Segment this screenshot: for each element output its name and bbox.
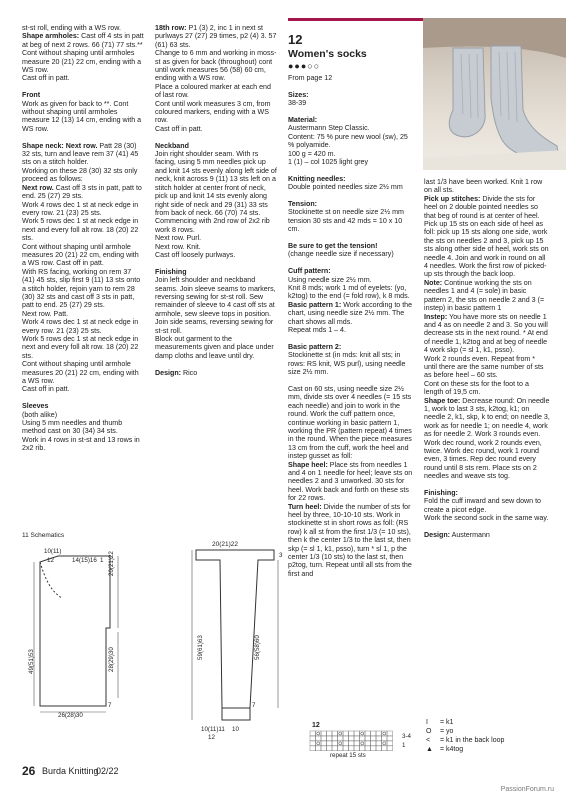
paragraph-heading: Instep: — [424, 312, 448, 321]
paragraph-text: Content: 75 % pure new wool (sw), 25 % polyamide. — [288, 132, 408, 150]
paragraph — [155, 24, 278, 49]
chart-cell — [310, 746, 316, 751]
paragraph-text: Cont on these sts for the foot to a length of 19,5 cm. — [424, 379, 529, 397]
difficulty-rating: ●●●○○ — [288, 61, 321, 71]
paragraph — [288, 250, 414, 258]
chart-cell — [310, 731, 316, 736]
chart-cell — [332, 741, 338, 746]
chart-cell — [332, 736, 338, 741]
chart-yo-symbol — [317, 742, 320, 745]
body-total-label: 49(51)53 — [28, 649, 35, 674]
sleeve-top-mark: 3 — [279, 552, 283, 559]
paragraph-gap — [288, 335, 414, 343]
paragraph — [22, 32, 144, 49]
paragraph-text: Knit 8 mds; work 1 md of eyelets: (yo, k2tog) to the end (= fold row), k 8 mds. — [288, 284, 410, 301]
paragraph-text: 100 g = 420 m. — [288, 149, 336, 158]
chart-cell — [371, 746, 377, 751]
paragraph-text: With RS facing, working on rem 37 (41) 45 sts, slip first 9 (11) 13 sts onto a stitch holder, rejoin yarn to rem 28 (30) 32 sts and cast off 3 sts in patt, patt to end. 25 (27) 29 sts. — [22, 267, 141, 310]
paragraph-heading: Basic pattern 2: — [288, 342, 342, 351]
body-armhole-label: 20(21)22 — [108, 551, 115, 576]
paragraph-heading: Material: — [288, 116, 318, 124]
paragraph-heading: Front — [22, 91, 41, 100]
paragraph-gap — [22, 133, 144, 141]
paragraph — [288, 276, 414, 284]
paragraph — [22, 91, 144, 99]
paragraph — [288, 301, 414, 326]
paragraph-text: From page 12 — [288, 74, 333, 82]
paragraph-heading: Shape armholes: — [22, 32, 80, 41]
chart-cell — [343, 736, 349, 741]
paragraph — [288, 150, 414, 158]
paragraph-heading: Note: — [424, 278, 443, 287]
chart-row-labels: 3-4 — [402, 733, 411, 740]
paragraph-text: Block out garment to the measurements given and place under damp cloths and leave until dry. — [155, 335, 274, 360]
paragraph — [155, 83, 278, 100]
chart-cell — [371, 736, 377, 741]
chart-cell — [349, 741, 355, 746]
chart-cell — [382, 746, 388, 751]
body-schematic — [22, 542, 142, 717]
paragraph-text: Divide the sts for heel on 2 double pointed needles so that beg of round is at center of heel. Pick up 15 sts on each side of heel as foll: pick up 15 sts along one side, work the sts on needles 2 and 3, pick up 15 sts along other side of heel, work sts on needle 4. Join and work in round on all 4 needles. Work the first row of picked-up sts through the back loop. — [424, 194, 549, 279]
paragraph — [288, 267, 414, 275]
paragraph — [424, 514, 550, 522]
paragraph-heading: Basic pattern 1: — [288, 300, 342, 309]
header-accent-bar — [288, 18, 423, 21]
paragraph-text: (both alike) — [22, 410, 58, 419]
chart-cell — [321, 736, 327, 741]
paragraph — [155, 251, 278, 259]
paragraph — [22, 318, 144, 335]
legend-row — [426, 745, 504, 754]
paragraph-heading: Design: — [424, 531, 451, 540]
chart-cell — [365, 731, 371, 736]
paragraph-text: Divide the number of sts for heel by three, 10-10-10 sts. Work in stockinette st in short rows as foll: (RS row) k all st from the first 1/3 (= 10 sts), then k the center 1/3 to the last st, then skp (= sl 1, k1, psso), turn * sl 1, p the center 1/3 (10 sts) to the last st, then p2tog, turn. Repeat until all sts from the first and — [288, 502, 412, 578]
chart-cell — [327, 746, 333, 751]
paragraph-gap — [424, 523, 550, 531]
paragraph — [424, 531, 550, 539]
paragraph — [22, 24, 144, 32]
paragraph-text: Join left shoulder and neckband seams. Join sleeve seams to markers, reversing sewing for st-st roll. Sew remainder of sleeve to 4 cast off sts at armhole, sew sleeve tops in position. — [155, 276, 276, 318]
paragraph — [288, 124, 414, 132]
paragraph-text: Next row. Knit. — [155, 242, 201, 251]
paragraph-heading: 18th row: — [155, 24, 187, 32]
paragraph-gap — [288, 192, 414, 200]
paragraph — [22, 385, 144, 393]
paragraph — [288, 74, 414, 82]
paragraph — [424, 497, 550, 514]
chart-cell — [371, 741, 377, 746]
paragraph — [155, 217, 278, 234]
paragraph-text: 1 (1) – col 1025 light grey — [288, 158, 369, 167]
paragraph-text: st-st roll, ending with a WS row. — [22, 24, 121, 32]
sleeve-bottom-label: 12 — [208, 734, 215, 741]
legend-row — [426, 727, 504, 736]
chart-cell — [371, 731, 377, 736]
paragraph-text: Double pointed needles size 2½ mm — [288, 183, 403, 192]
chart-cell — [349, 731, 355, 736]
body-width-label: 26(28)30 — [58, 712, 83, 719]
chart-cell — [360, 736, 366, 741]
paragraph-text: Austermann — [450, 531, 490, 540]
paragraph-text: Join side seams, reversing sewing for st-st roll. — [155, 318, 274, 335]
chart-yo-symbol — [383, 732, 386, 735]
legend-text: = yo — [440, 728, 454, 735]
chart-cell — [321, 746, 327, 751]
paragraph — [424, 279, 550, 313]
legend-symbol: < — [426, 737, 431, 744]
chart-cell — [321, 731, 327, 736]
paragraph — [22, 184, 144, 201]
paragraph — [22, 100, 144, 134]
paragraph-gap — [155, 133, 278, 141]
chart-cell — [387, 731, 393, 736]
body-roll-mark: 7 — [108, 702, 112, 709]
paragraph — [288, 284, 414, 301]
sleeve-total-label: 59(61)63 — [197, 635, 204, 660]
paragraph — [288, 385, 414, 461]
paragraph — [155, 150, 278, 217]
legend-text: = k1 — [440, 719, 454, 726]
legend-symbol: ▲ — [426, 746, 433, 753]
text-column-2 — [155, 24, 278, 377]
paragraph-gap — [155, 360, 278, 368]
paragraph — [424, 195, 550, 279]
paragraph — [424, 489, 550, 497]
issue-label: 02/22 — [96, 766, 119, 776]
paragraph-text: Cont without shaping until armhole measures 20 (21) 22 cm, ending with a WS row. Cast off in patt. — [22, 242, 139, 268]
paragraph-heading: Tension: — [288, 200, 318, 209]
chart-cell — [354, 741, 360, 746]
chart-cell — [316, 746, 322, 751]
chart-cell — [365, 746, 371, 751]
socks-photo — [423, 18, 566, 170]
chart-cell — [360, 746, 366, 751]
chart-cell — [349, 746, 355, 751]
paragraph-gap — [288, 108, 414, 116]
chart-cell — [354, 731, 360, 736]
paragraph-text: Place a coloured marker at each end of last row. — [155, 82, 271, 100]
paragraph — [288, 175, 414, 183]
paragraph-text: Stockinette st (in mds: knit all sts; in rows: RS knit, WS purl), using needle size 2½ mm. — [288, 351, 406, 377]
page-number: 26 — [22, 764, 36, 778]
paragraph — [22, 310, 144, 318]
chart-cell — [332, 731, 338, 736]
paragraph-heading: Next row. — [22, 183, 54, 192]
chart-cell — [387, 741, 393, 746]
sleeve-cuff-label-left: 10(11)11 — [201, 726, 225, 733]
paragraph — [155, 369, 278, 377]
paragraph-text: Using needle size 2½ mm. — [288, 275, 372, 284]
paragraph-heading: Cuff pattern: — [288, 267, 331, 276]
paragraph — [22, 335, 144, 360]
text-column-1 — [22, 24, 144, 453]
paragraph-heading: Knitting needles: — [288, 174, 346, 183]
paragraph — [22, 243, 144, 268]
paragraph-text: (change needle size if necessary) — [288, 250, 394, 259]
paragraph-text: Commencing with 2nd row of 2x2 rib work 8 rows. — [155, 217, 270, 234]
chart-yo-symbol — [383, 742, 386, 745]
body-neck-label: 12 — [47, 557, 54, 564]
paragraph-text: Work in 4 rows in st-st and 13 rows in 2x2 rib. — [22, 435, 140, 453]
paragraph — [155, 335, 278, 360]
chart-cell — [327, 731, 333, 736]
chart-cell — [343, 731, 349, 736]
sleeve-cuff-label-right: 10 — [232, 726, 239, 733]
paragraph — [424, 313, 550, 355]
chart-cell — [327, 736, 333, 741]
paragraph-text: Patt 28 (30) 32 sts, turn and leave rem 37 (41) 45 sts on a stitch holder. — [22, 141, 139, 167]
paragraph — [155, 142, 278, 150]
paragraph — [22, 402, 144, 410]
paragraph — [288, 99, 414, 107]
chart-cell — [332, 746, 338, 751]
paragraph — [155, 49, 278, 83]
paragraph-text: Stockinette st on needle size 2½ mm tension 30 sts and 42 mds = 10 x 10 cm. — [288, 208, 404, 234]
paragraph-text: Work 4 rows dec 1 st at neck edge in every row. 21 (23) 25 sts. — [22, 200, 139, 217]
paragraph — [155, 125, 278, 133]
paragraph — [288, 91, 414, 99]
chart-cell — [349, 736, 355, 741]
chart-cell — [376, 736, 382, 741]
paragraph-gap — [288, 82, 414, 90]
chart-cell — [327, 741, 333, 746]
paragraph-text: P1 (3) 2, inc 1 in next st purlways 27 (27) 29 times, p2 (4) 3. 57 (61) 63 sts. — [155, 24, 277, 49]
paragraph-text: Cast off loosely purlways. — [155, 250, 236, 259]
paragraph-gap — [288, 166, 414, 174]
paragraph — [288, 351, 414, 376]
paragraph — [424, 355, 550, 380]
col3-body — [288, 74, 414, 578]
paragraph — [288, 200, 414, 208]
paragraph — [22, 268, 144, 310]
paragraph-text: Work according to the chart, using needle size 2½ mm. The chart shows all mds. — [288, 300, 413, 326]
sleeve-roll-mark: 7 — [252, 702, 256, 709]
paragraph-text: Repeat mds 1 – 4. — [288, 326, 346, 335]
chart-cell — [376, 741, 382, 746]
paragraph-gap — [288, 259, 414, 267]
chart-cell — [321, 741, 327, 746]
paragraph — [22, 411, 144, 419]
schematics-title: 11 Schematics — [22, 532, 65, 539]
paragraph — [288, 326, 414, 334]
body-shoulder-label: 14(15)16 — [72, 557, 97, 564]
paragraph — [288, 503, 414, 579]
paragraph-heading: Finishing — [155, 267, 187, 276]
legend-row — [426, 736, 504, 745]
chart-cell — [387, 736, 393, 741]
chart-cell — [365, 736, 371, 741]
chart-yo-symbol — [339, 742, 342, 745]
paragraph-text: You have more sts on needle 1 and 4 as on needle 2 and 3. So you will decrease sts in the next round. * At end of needle 1, k2tog and at beg of needle 4 work skp (= sl 1, k1, psso). — [424, 312, 548, 355]
chart-number: 12 — [312, 722, 320, 729]
chart-cell — [376, 731, 382, 736]
paragraph-text: Work as given for back to **. Cont without shaping until armholes measure 12 (13) 14 cm, ending with a WS row. — [22, 99, 142, 133]
pattern-title: Women's socks — [288, 48, 367, 60]
paragraph-gap — [155, 259, 278, 267]
paragraph — [288, 116, 414, 124]
chart-yo-symbol — [361, 742, 364, 745]
paragraph-heading: Neckband — [155, 141, 189, 150]
chart-cell — [343, 746, 349, 751]
chart-cell — [338, 736, 344, 741]
socks-illustration — [423, 18, 566, 170]
paragraph-text: Join right shoulder seam. With rs facing, using 5 mm needles pick up and knit 14 sts evenly along left side of neck, knit across 9 (11) 13 sts left on a stitch holder at center front of neck, pick up and knit 14 sts evenly along right side of neck and 29 (31) 33 sts from back of neck. 66 (70) 74 sts. — [155, 150, 277, 217]
paragraph — [155, 100, 278, 125]
paragraph-text: Work the second sock in the same way. — [424, 514, 549, 523]
sleeve-length-label: 56(58)60 — [254, 635, 261, 660]
paragraph — [155, 276, 278, 318]
paragraph — [22, 360, 144, 385]
paragraph-text: Next row. Purl. — [155, 234, 202, 243]
paragraph-text: Change to 6 mm and working in moss-st as given for back (throughout) cont until work measures 56 (58) 60 cm, ending with a WS row. — [155, 49, 277, 83]
paragraph-text: Cast off 3 sts in patt, patt to end. 25 (27) 29 sts. — [22, 183, 142, 201]
text-column-3 — [288, 26, 414, 578]
paragraph — [288, 158, 414, 166]
chart-cell — [316, 736, 322, 741]
paragraph — [22, 142, 144, 167]
chart-cell — [343, 741, 349, 746]
paragraph-text: Next row. Patt. — [22, 309, 69, 318]
paragraph — [22, 49, 144, 74]
paragraph — [288, 208, 414, 233]
paragraph-text: Work 5 rows dec 1 st at neck edge in next and every foll alt row. 18 (20) 22 sts. — [22, 217, 139, 243]
paragraph-text: Cont without shaping until armhole measures 20 (21) 22 cm, ending with a WS row. — [22, 360, 139, 386]
legend-text: = k4tog — [440, 746, 464, 753]
paragraph-heading: Design: — [155, 368, 182, 377]
paragraph — [424, 397, 550, 481]
paragraph — [155, 243, 278, 251]
paragraph-heading: Shape neck: Next row. — [22, 141, 98, 150]
paragraph-heading: Turn heel: — [288, 502, 322, 511]
paragraph-heading: Sizes: — [288, 90, 309, 99]
paragraph — [424, 380, 550, 397]
paragraph-heading: Sleeves — [22, 402, 49, 411]
paragraph-text: Cast off in patt. — [22, 385, 70, 394]
chart-row-label-1: 1 — [402, 742, 406, 749]
chart-yo-symbol — [317, 732, 320, 735]
paragraph — [22, 436, 144, 453]
legend-symbol: O — [426, 728, 432, 735]
body-top-label: 10(11) — [44, 548, 62, 555]
paragraph-text: Cast off 4 sts in patt at beg of next 2 rows. 66 (71) 77 sts.** — [22, 32, 144, 49]
paragraph-text: Cont until work measures 3 cm, from coloured markers, ending with a WS row. — [155, 99, 271, 125]
paragraph-gap — [424, 481, 550, 489]
chart-yo-symbol — [361, 732, 364, 735]
paragraph-gap — [22, 83, 144, 91]
paragraph — [288, 133, 414, 150]
paragraph-gap — [22, 394, 144, 402]
chart-cell — [365, 741, 371, 746]
chart-legend — [426, 718, 504, 754]
paragraph-text: Fold the cuff inward and sew down to create a picot edge. — [424, 497, 541, 514]
text-column-4 — [424, 178, 550, 539]
paragraph-text: Work 2 rounds even. Repeat from * until there are the same number of sts as before heel – 60 sts. — [424, 354, 544, 380]
paragraph — [22, 217, 144, 242]
legend-row — [426, 718, 504, 727]
chart-repeat-label: repeat 15 sts — [330, 752, 366, 759]
paragraph-heading: Shape toe: — [424, 396, 461, 405]
paragraph — [288, 343, 414, 351]
legend-symbol: I — [426, 719, 428, 726]
paragraph-text: 38-39 — [288, 99, 307, 108]
paragraph-text: Cast on 60 sts, using needle size 2½ mm, divide sts over 4 needles (= 15 sts each needle) and join to work in the round. Work the cuff pattern once, continue working in basic pattern 1, working the PR (pattern repeat) 4 times in the round. When the piece measures 13 cm from the cuff, work the heel and instep gusset as foll: — [288, 384, 412, 461]
paragraph-heading: Finishing: — [424, 489, 458, 498]
pattern-number: 12 — [288, 32, 303, 47]
chart-cell — [310, 741, 316, 746]
paragraph-heading: Pick up stitches: — [424, 194, 481, 203]
body-side-label: 28(29)30 — [108, 647, 115, 672]
watermark: PassionForum.ru — [500, 786, 554, 793]
paragraph — [22, 167, 144, 184]
paragraph — [22, 74, 144, 82]
paragraph-text: Place sts from needles 1 and 4 on 1 needle for heel; leave sts on needles 2 and 3 unworked. 30 sts for heel. Work back and forth on these sts for 22 rows. — [288, 460, 413, 503]
paragraph — [155, 268, 278, 276]
paragraph — [22, 419, 144, 436]
paragraph-heading: Be sure to get the tension! — [288, 242, 378, 251]
chart-yo-symbol — [339, 732, 342, 735]
paragraph — [288, 242, 414, 250]
chart-cell — [310, 736, 316, 741]
chart-cell — [387, 746, 393, 751]
chart-cell — [338, 746, 344, 751]
stitch-chart — [308, 730, 406, 752]
paragraph-text: Cast off in patt. — [155, 124, 203, 133]
legend-text: = k1 in the back loop — [440, 737, 505, 744]
paragraph — [22, 201, 144, 218]
chart-cell — [382, 736, 388, 741]
paragraph-text: Decrease round: On needle 1, work to last 3 sts, k2tog, k1; on needle 2, k1, skp, k to end; on needle 3, work as for needle 1; on needle 4, work as for needle 2. Work 3 rounds even. Work dec round, work 2 rounds even, twice. Work dec round, work 1 round even, 3 times. Rep dec round every round until 8 sts rem. Place sts on 2 needles and weave sts tog. — [424, 396, 550, 481]
paragraph — [424, 178, 550, 195]
paragraph-gap — [288, 377, 414, 385]
paragraph — [155, 318, 278, 335]
paragraph — [155, 234, 278, 242]
sleeve-top-label: 20(21)22 — [212, 541, 239, 548]
body-shoulder-mark: 1 — [100, 557, 104, 564]
publication-name: Burda Knitting — [42, 766, 99, 776]
paragraph-text: Continue working the sts on needles 1 and 4 (= sole) in basic pattern 2, the sts on needle 2 and 3 (= instep) in basic pattern 1 — [424, 278, 545, 313]
paragraph-text: Cast off in patt. — [22, 74, 70, 83]
paragraph-text: Austermann Step Classic. — [288, 124, 370, 133]
chart-cell — [354, 746, 360, 751]
paragraph-text: Cont without shaping until armholes measure 20 (21) 22 cm, ending with a WS row. — [22, 49, 142, 75]
chart-cell — [354, 736, 360, 741]
paragraph-text: Work 4 rows dec 1 st at neck edge in every row. 21 (23) 25 sts. — [22, 318, 139, 335]
paragraph-text: Using 5 mm needles and thumb method cast on 30 (34) 34 sts. — [22, 419, 123, 436]
paragraph-text: Rico — [181, 368, 198, 377]
paragraph-heading: Shape heel: — [288, 460, 328, 469]
paragraph-text: last 1/3 have been worked. Knit 1 row on all sts. — [424, 178, 543, 195]
paragraph — [288, 183, 414, 191]
paragraph-text: Work 5 rows dec 1 st at neck edge in next and every foll alt row. 18 (20) 22 sts. — [22, 335, 139, 360]
paragraph-gap — [288, 234, 414, 242]
paragraph-text: Working on these 28 (30) 32 sts only proceed as follows: — [22, 166, 138, 184]
chart-cell — [376, 746, 382, 751]
paragraph — [288, 461, 414, 503]
